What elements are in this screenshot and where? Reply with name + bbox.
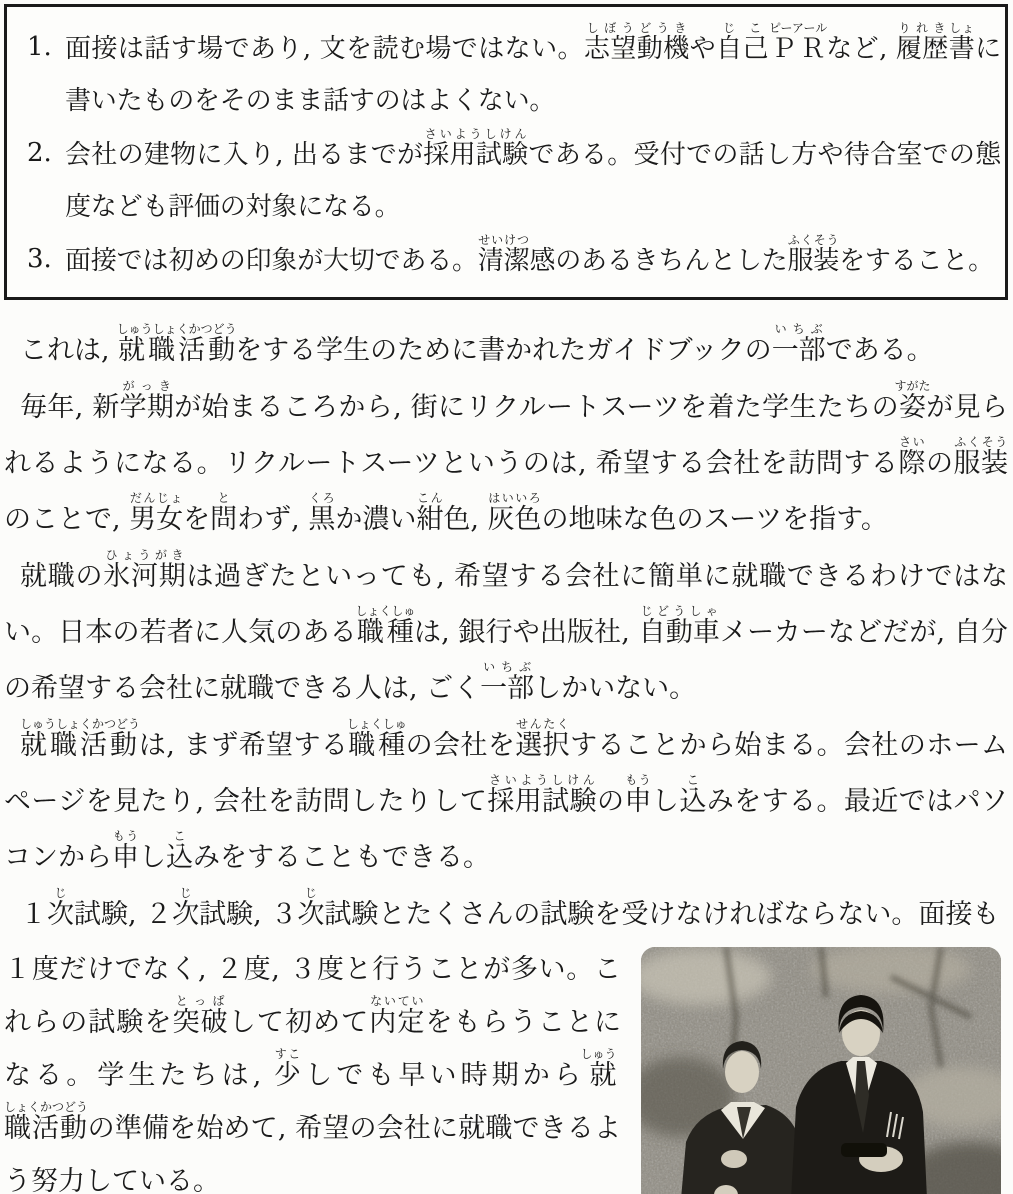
body-paragraph-6: １度だけでなく, ２度, ３度と行うことが多い。これらの試験を突破とっぱして初めて内定ないていをもらうことになる。学生たちは, 少すこしでも早い時期から就しゅう職活動しょくかつどうの準備を始めて, 希望の会社に就職できるよう努力している。 (4, 954, 622, 1194)
reading-passage (4, 322, 1008, 1194)
photo-illustration (641, 947, 1001, 1194)
guide-item-1 (27, 21, 1001, 127)
guide-item-3 (27, 233, 1001, 287)
guide-box (4, 4, 1008, 300)
guide-item-text: 面接は話す場であり, 文を読む場ではない。志望動機しぼうどうきや自己じこＰＲピーアールなど, 履歴りれき書しょに書いたものをそのまま話すのはよくない。 (65, 21, 1001, 116)
guide-item-number: 3. (27, 244, 52, 274)
text-with-photo-section (4, 943, 1008, 1194)
guide-item-number: 1. (27, 32, 52, 62)
body-paragraph-3: 就職の氷河期ひょうがきは過ぎたといっても, 希望する会社に簡単に就職できるわけではない。日本の若者に人気のある職種しょくしゅは, 銀行や出版社, 自動車じどうしゃメーカーなどだが, 自分の希望する会社に就職できる人は, ごく一部いちぶしかいない。 (4, 548, 1009, 704)
body-paragraph-2: 毎年, 新学期がっきが始まるころから, 街にリクルートスーツを着た学生たちの姿すがたが見られるようになる。リクルートスーツというのは, 希望する会社を訪問する際さいの服ふく装そうのことで, 男女だんじょを問とわず, 黒くろか濃い紺こん色, 灰色はいいろの地味な色のスーツを指す。 (4, 379, 1009, 535)
guide-item-number: 2. (27, 138, 52, 168)
body-paragraph-1: これは, 就職活動しゅうしょくかつどうをする学生のために書かれたガイドブックの一部いちぶである。 (20, 322, 934, 366)
body-paragraph-5: １次じ試験, ２次じ試験, ３次じ試験とたくさんの試験を受けなければならない。面接も (20, 886, 1000, 930)
guide-item-text: 会社の建物に入り, 出るまでが採用試験さいようしけんである。受付での話し方や待合室での態度なども評価の対象になる。 (65, 127, 1002, 222)
guide-item-text: 面接では初めの印象が大切である。清潔せいけつ感のあるきちんとした服ふく装そうをすること。 (65, 233, 994, 276)
guide-item-2 (27, 127, 1001, 233)
body-paragraph-4: 就職活動しゅうしょくかつどうは, まず希望する職種しょくしゅの会社を選択せんたくすることから始まる。会社のホームページを見たり, 会社を訪問したりして採用試験さいようしけんの申もうし込こみをする。最近ではパソコンから申もうし込こみをすることもできる。 (4, 717, 1009, 873)
recruit-students-photo (641, 947, 1001, 1194)
